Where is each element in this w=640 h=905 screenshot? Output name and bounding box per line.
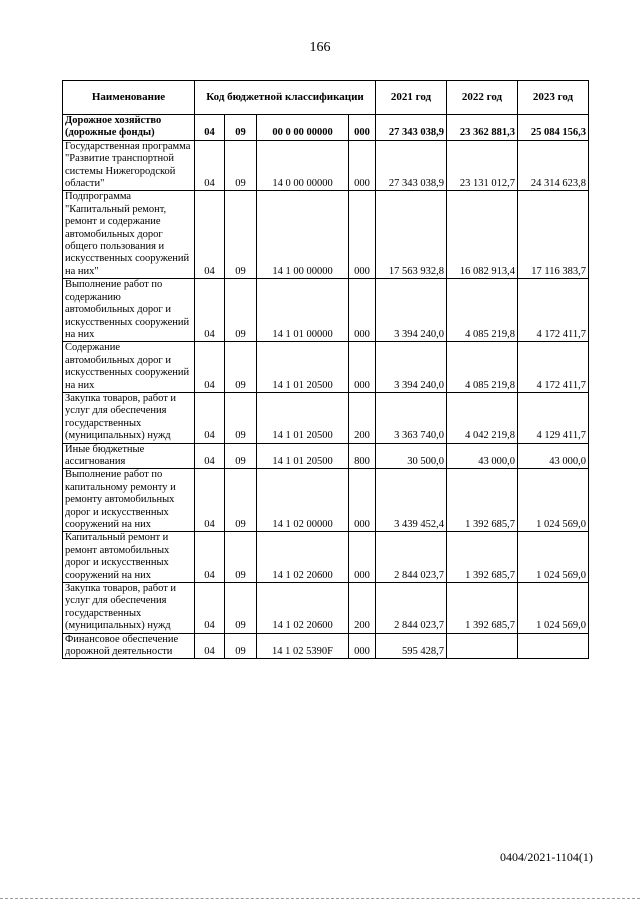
row-subsection: 09: [225, 115, 257, 141]
row-section: 04: [195, 633, 225, 659]
row-2022: 23 131 012,7: [447, 140, 518, 191]
row-subsection: 09: [225, 279, 257, 342]
row-2021: 3 394 240,0: [376, 279, 447, 342]
row-2021: 27 343 038,9: [376, 140, 447, 191]
table-row: [63, 443, 589, 469]
row-2023: 4 129 411,7: [518, 392, 589, 443]
row-name: Подпрограмма "Капитальный ремонт, ремонт и содержание автомобильных дорог общего пользования и искусственных сооружений на них": [63, 191, 195, 279]
row-2022: 1 392 685,7: [447, 583, 518, 634]
row-subsection: 09: [225, 342, 257, 393]
row-2021: 595 428,7: [376, 633, 447, 659]
row-subsection: 09: [225, 140, 257, 191]
row-expense-type: 000: [349, 279, 376, 342]
row-2022: 16 082 913,4: [447, 191, 518, 279]
table-row: [63, 583, 589, 634]
table-row: [63, 469, 589, 532]
row-2022: [447, 633, 518, 659]
header-2022: 2022 год: [447, 81, 518, 115]
table-row: [63, 191, 589, 279]
row-2022: 4 085 219,8: [447, 342, 518, 393]
row-target-article: 14 1 02 20600: [257, 532, 349, 583]
table-row: [63, 279, 589, 342]
row-subsection: 09: [225, 583, 257, 634]
row-section: 04: [195, 532, 225, 583]
row-section: 04: [195, 191, 225, 279]
row-expense-type: 000: [349, 115, 376, 141]
row-2023: 24 314 623,8: [518, 140, 589, 191]
row-2023: 1 024 569,0: [518, 532, 589, 583]
row-name: Закупка товаров, работ и услуг для обеспечения государственных (муниципальных) нужд: [63, 583, 195, 634]
row-2023: 25 084 156,3: [518, 115, 589, 141]
row-target-article: 14 0 00 00000: [257, 140, 349, 191]
row-target-article: 14 1 02 00000: [257, 469, 349, 532]
row-2023: 43 000,0: [518, 443, 589, 469]
row-2022: 1 392 685,7: [447, 532, 518, 583]
row-subsection: 09: [225, 633, 257, 659]
table-row: [63, 532, 589, 583]
budget-table: [62, 80, 589, 659]
row-expense-type: 000: [349, 191, 376, 279]
row-2022: 23 362 881,3: [447, 115, 518, 141]
row-target-article: 14 1 00 00000: [257, 191, 349, 279]
row-subsection: 09: [225, 469, 257, 532]
header-2021: 2021 год: [376, 81, 447, 115]
row-expense-type: 000: [349, 633, 376, 659]
row-name: Государственная программа "Развитие транспортной системы Нижегородской области": [63, 140, 195, 191]
row-target-article: 14 1 01 20500: [257, 443, 349, 469]
row-expense-type: 200: [349, 392, 376, 443]
table-row: [63, 392, 589, 443]
row-name: Выполнение работ по капитальному ремонту и ремонту автомобильных дорог и искусственных сооружений на них: [63, 469, 195, 532]
row-subsection: 09: [225, 392, 257, 443]
row-name: Иные бюджетные ассигнования: [63, 443, 195, 469]
row-name: Выполнение работ по содержанию автомобильных дорог и искусственных сооружений на них: [63, 279, 195, 342]
row-section: 04: [195, 115, 225, 141]
row-2021: 3 394 240,0: [376, 342, 447, 393]
row-section: 04: [195, 443, 225, 469]
row-expense-type: 800: [349, 443, 376, 469]
row-subsection: 09: [225, 532, 257, 583]
row-2023: 1 024 569,0: [518, 583, 589, 634]
document-code: 0404/2021-1104(1): [500, 850, 593, 864]
header-name: Наименование: [63, 81, 195, 115]
row-target-article: 14 1 02 20600: [257, 583, 349, 634]
row-2021: 2 844 023,7: [376, 583, 447, 634]
row-expense-type: 200: [349, 583, 376, 634]
row-section: 04: [195, 140, 225, 191]
row-name: Капитальный ремонт и ремонт автомобильных дорог и искусственных сооружений на них: [63, 532, 195, 583]
row-name: Закупка товаров, работ и услуг для обеспечения государственных (муниципальных) нужд: [63, 392, 195, 443]
row-name: Дорожное хозяйство (дорожные фонды): [63, 115, 195, 141]
row-target-article: 14 1 02 5390F: [257, 633, 349, 659]
row-expense-type: 000: [349, 342, 376, 393]
row-section: 04: [195, 392, 225, 443]
row-2021: 3 363 740,0: [376, 392, 447, 443]
row-2022: 43 000,0: [447, 443, 518, 469]
header-2023: 2023 год: [518, 81, 589, 115]
table-row: [63, 342, 589, 393]
row-2022: 1 392 685,7: [447, 469, 518, 532]
row-expense-type: 000: [349, 532, 376, 583]
row-2023: 4 172 411,7: [518, 342, 589, 393]
row-2021: 3 439 452,4: [376, 469, 447, 532]
row-2021: 2 844 023,7: [376, 532, 447, 583]
row-2021: 27 343 038,9: [376, 115, 447, 141]
row-section: 04: [195, 342, 225, 393]
row-2021: 17 563 932,8: [376, 191, 447, 279]
row-2023: 4 172 411,7: [518, 279, 589, 342]
row-section: 04: [195, 469, 225, 532]
row-2021: 30 500,0: [376, 443, 447, 469]
row-expense-type: 000: [349, 140, 376, 191]
table-row: [63, 633, 589, 659]
row-2022: 4 042 219,8: [447, 392, 518, 443]
row-section: 04: [195, 279, 225, 342]
table-header-row: [63, 81, 589, 115]
header-code: Код бюджетной классификации: [195, 81, 376, 115]
row-target-article: 00 0 00 00000: [257, 115, 349, 141]
row-name: Содержание автомобильных дорог и искусственных сооружений на них: [63, 342, 195, 393]
table-row: [63, 140, 589, 191]
row-name: Финансовое обеспечение дорожной деятельности: [63, 633, 195, 659]
row-2023: [518, 633, 589, 659]
row-subsection: 09: [225, 191, 257, 279]
row-2023: 17 116 383,7: [518, 191, 589, 279]
row-target-article: 14 1 01 20500: [257, 392, 349, 443]
row-2022: 4 085 219,8: [447, 279, 518, 342]
row-target-article: 14 1 01 20500: [257, 342, 349, 393]
row-target-article: 14 1 01 00000: [257, 279, 349, 342]
row-section: 04: [195, 583, 225, 634]
row-expense-type: 000: [349, 469, 376, 532]
page-number: 166: [309, 40, 331, 55]
row-subsection: 09: [225, 443, 257, 469]
page-bottom-divider: [0, 898, 640, 899]
table-row: [63, 115, 589, 141]
row-2023: 1 024 569,0: [518, 469, 589, 532]
